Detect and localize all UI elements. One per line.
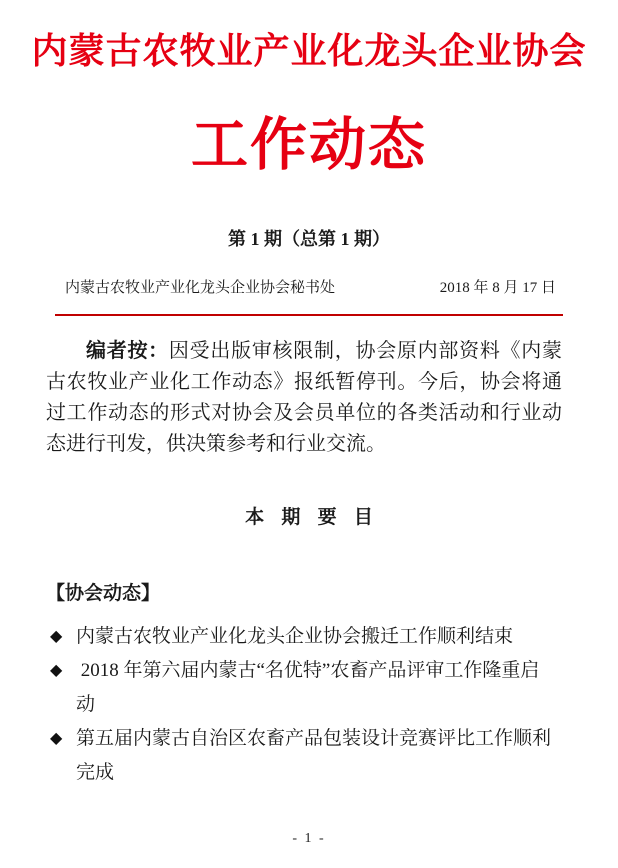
list-item-text: 第五届内蒙古自治区农畜产品包装设计竞赛评比工作顺利完成 [76, 728, 552, 783]
page-number: - 1 - [292, 831, 326, 846]
editor-note-label: 编者按： [86, 340, 169, 362]
publisher-row [0, 278, 618, 298]
diamond-bullet-icon: ◆ [50, 628, 63, 645]
contents-list [0, 620, 618, 790]
section-label-association-news: 【协会动态】 [46, 583, 161, 604]
organization-title: 内蒙古农牧业产业化龙头企业协会 [31, 31, 587, 71]
editor-note [46, 336, 562, 460]
list-item-text: 2018 年第六届内蒙古“名优特”农畜产品评审工作隆重启动 [76, 660, 540, 715]
list-item [50, 654, 578, 722]
document-title: 工作动态 [191, 114, 427, 177]
list-item [50, 722, 578, 790]
red-divider-line [55, 314, 563, 316]
list-item-text: 内蒙古农牧业产业化龙头企业协会搬迁工作顺利结束 [76, 626, 514, 647]
publisher-name: 内蒙古农牧业产业化龙头企业协会秘书处 [65, 280, 336, 296]
diamond-bullet-icon: ◆ [50, 730, 63, 747]
diamond-bullet-icon: ◆ [50, 662, 63, 679]
issue-number: 第 1 期（总第 1 期） [228, 229, 390, 249]
publish-date: 2018 年 8 月 17 日 [439, 280, 556, 296]
list-item [50, 620, 578, 654]
contents-title: 本 期 要 目 [245, 507, 379, 528]
editor-note-text: 因受出版审核限制，协会原内部资料《内蒙古农牧业产业化工作动态》报纸暂停刊。今后，协会将通过工作动态的形式对协会及会员单位的各类活动和行业动态进行刊发，供决策参考和行业交流。 [46, 340, 563, 455]
